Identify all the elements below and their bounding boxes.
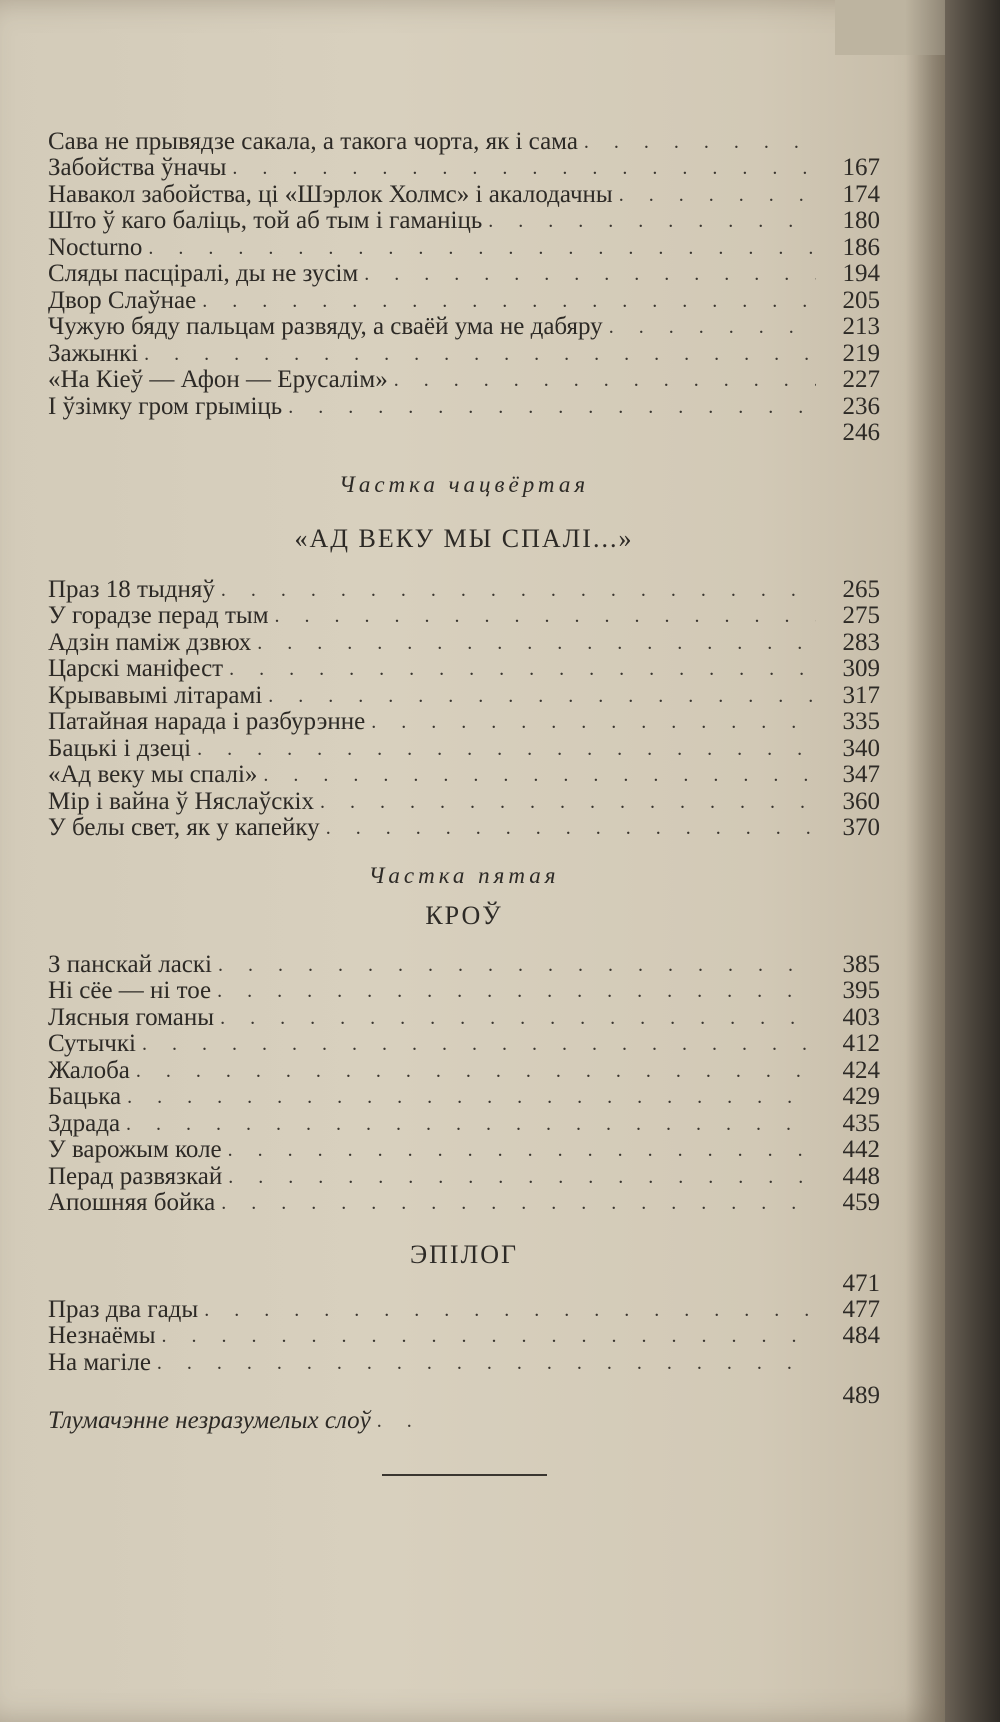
entry-title: «Ад веку мы спалі» (48, 761, 258, 788)
entry-title: Праз два гады (48, 1295, 199, 1323)
leader-dots (268, 683, 816, 709)
entry-page: 227 (842, 366, 880, 393)
entry-page: 403 (842, 1003, 880, 1031)
entry-title: Бацька (48, 1083, 122, 1110)
entry-title: Патайная нарада і разбурэнне (48, 708, 366, 735)
section-heading-5: КРОЎ (425, 901, 503, 930)
leader-dots (218, 952, 816, 978)
leader-dots (488, 208, 816, 234)
leader-dots (619, 182, 816, 208)
book-edge (945, 0, 1000, 1722)
entry-page: 194 (842, 260, 880, 287)
leader-dots (157, 1350, 816, 1376)
entry-page: 265 (842, 575, 880, 603)
leader-dots (394, 367, 816, 393)
part-title-4: Частка чацвёртая (338, 472, 590, 497)
toc-entry-glossary (48, 1408, 880, 1435)
epilogue-page-number: 471 (842, 1270, 880, 1297)
leader-dots (202, 288, 816, 314)
leader-dots (584, 129, 816, 155)
entry-title: Зажынкі (48, 339, 139, 367)
end-rule (382, 1474, 547, 1476)
entry-page: 429 (842, 1083, 880, 1110)
leader-dots (148, 235, 816, 261)
leader-dots (221, 577, 816, 603)
entry-title: У белы свет, як у капейку (48, 814, 320, 841)
entry-page: 435 (842, 1109, 880, 1137)
leader-dots (377, 1408, 437, 1434)
entry-page: 385 (842, 950, 880, 978)
toc-entry (48, 1349, 880, 1376)
entry-page: 275 (842, 602, 880, 629)
toc-entry (48, 393, 880, 420)
leader-dots (217, 978, 816, 1004)
leader-dots (232, 155, 816, 181)
section-heading-4: «АД ВЕКУ МЫ СПАЛІ...» (294, 524, 634, 553)
entry-page: 424 (842, 1056, 880, 1084)
toc-entry (48, 951, 880, 978)
entry-title: Сава не прывядзе сакала, а такога чорта, як і сама (48, 127, 578, 155)
entry-title: Адзін паміж дзвюх (48, 628, 252, 656)
leader-dots (257, 630, 816, 656)
toc-entry (48, 181, 880, 208)
leader-dots (326, 815, 816, 841)
entry-title: У горадзе перад тым (48, 602, 269, 629)
toc-section-1 (48, 128, 880, 446)
toc-entry (48, 1323, 880, 1350)
entry-title: Сутычкі (48, 1030, 136, 1057)
entry-title: Крывавымі літарамі (48, 681, 263, 709)
entry-page: 360 (842, 787, 880, 815)
toc-entry (48, 420, 880, 447)
leader-dots (320, 789, 816, 815)
entry-page: 174 (842, 180, 880, 208)
entry-title: І ўзімку гром грыміць (48, 392, 283, 420)
toc-entry (48, 709, 880, 736)
leader-dots (136, 1058, 816, 1084)
leader-dots (204, 1297, 816, 1323)
entry-title: Навакол забойства, ці «Шэрлок Холмс» і акалодачны (48, 180, 613, 208)
entry-title: Лясныя гоманы (48, 1003, 215, 1031)
entry-title: Незнаёмы (48, 1322, 156, 1349)
entry-page: 484 (842, 1322, 880, 1349)
entry-title: Што ў каго баліць, той аб тым і гаманіць (48, 207, 483, 234)
entry-page: 180 (842, 207, 880, 234)
leader-dots (220, 1005, 816, 1031)
entry-title: Перад развязкай (48, 1162, 223, 1190)
toc-section-5 (48, 951, 880, 1216)
table-of-contents (48, 128, 880, 1476)
entry-title: Праз 18 тыдняў (48, 575, 215, 603)
leader-dots (364, 261, 816, 287)
entry-title: Сляды пасцiралі, ды не зусім (48, 260, 359, 287)
entry-page: 213 (842, 313, 880, 340)
entry-title: Бацькі і дзеці (48, 734, 192, 762)
leader-dots (609, 314, 816, 340)
epilogue-heading: ЭПІЛОГ (409, 1240, 519, 1269)
toc-entry (48, 629, 880, 656)
entry-page: 448 (842, 1162, 880, 1190)
toc-entry (48, 1004, 880, 1031)
entry-page: 459 (842, 1189, 880, 1216)
entry-page: 283 (842, 628, 880, 656)
toc-entry (48, 234, 880, 261)
leader-dots (127, 1084, 816, 1110)
glossary-page-number: 489 (842, 1381, 880, 1409)
toc-entry (48, 1296, 880, 1323)
leader-dots (371, 709, 816, 735)
toc-entry (48, 314, 880, 341)
toc-entry (48, 603, 880, 630)
entry-page: 167 (842, 154, 880, 181)
toc-entry (48, 1163, 880, 1190)
entry-title: Чужую бяду пальцам развяду, а сваёй ума не дабяру (48, 313, 603, 340)
leader-dots (126, 1111, 816, 1137)
leader-dots (197, 736, 816, 762)
toc-section-4 (48, 576, 880, 841)
toc-entry (48, 1190, 880, 1217)
entry-title: У варожым коле (48, 1136, 222, 1163)
toc-entry (48, 261, 880, 288)
entry-page: 370 (842, 814, 880, 841)
entry-title: Апошняя бойка (48, 1189, 216, 1216)
entry-title: Жалоба (48, 1056, 130, 1084)
entry-page: 246 (842, 419, 880, 446)
toc-entry (48, 128, 880, 155)
toc-entry (48, 155, 880, 182)
toc-entry (48, 340, 880, 367)
leader-dots (288, 394, 816, 420)
leader-dots (229, 656, 816, 682)
leader-dots (228, 1137, 816, 1163)
entry-page: 186 (842, 233, 880, 261)
entry-title: Тлумачэнне незразумелых слоў (48, 1407, 371, 1434)
entry-title: Двор Слаўнае (48, 286, 197, 314)
toc-entry (48, 1057, 880, 1084)
page-corner (835, 0, 945, 55)
entry-page: 340 (842, 734, 880, 762)
entry-title: Nocturno (48, 233, 143, 261)
entry-page: 335 (842, 708, 880, 735)
leader-dots (275, 603, 816, 629)
entry-page: 219 (842, 339, 880, 367)
toc-entry (48, 367, 880, 394)
leader-dots (221, 1190, 816, 1216)
leader-dots (142, 1031, 816, 1057)
toc-entry (48, 1110, 880, 1137)
entry-page: 317 (842, 681, 880, 709)
entry-title: «На Кіеў — Афон — Ерусалім» (48, 366, 388, 393)
entry-title: На магіле (48, 1348, 151, 1376)
toc-epilogue (48, 1296, 880, 1376)
toc-entry (48, 682, 880, 709)
entry-title: Мір і вайна ў Няслаўскіх (48, 787, 314, 815)
leader-dots (162, 1323, 816, 1349)
entry-title: З панскай ласкі (48, 950, 212, 978)
toc-entry (48, 815, 880, 842)
entry-page: 442 (842, 1136, 880, 1163)
entry-page: 236 (842, 392, 880, 420)
leader-dots (263, 762, 816, 788)
entry-page: 395 (842, 977, 880, 1004)
leader-dots (228, 1164, 816, 1190)
entry-page: 205 (842, 286, 880, 314)
toc-entry (48, 287, 880, 314)
entry-page: 309 (842, 655, 880, 682)
part-title-5: Частка пятая (368, 863, 560, 888)
entry-page: 412 (842, 1030, 880, 1057)
toc-entry (48, 1084, 880, 1111)
entry-title: Ні сёе — ні тое (48, 977, 212, 1004)
toc-entry (48, 576, 880, 603)
toc-entry (48, 656, 880, 683)
toc-entry (48, 762, 880, 789)
toc-entry (48, 735, 880, 762)
leader-dots (144, 341, 816, 367)
toc-entry (48, 978, 880, 1005)
toc-entry (48, 788, 880, 815)
entry-title: Забойства ўначы (48, 154, 227, 181)
toc-entry (48, 1137, 880, 1164)
toc-entry (48, 208, 880, 235)
entry-title: Царскі маніфест (48, 655, 224, 682)
toc-entry (48, 1031, 880, 1058)
entry-page: 477 (842, 1295, 880, 1323)
entry-title: Здрада (48, 1109, 121, 1137)
entry-page: 347 (842, 761, 880, 788)
